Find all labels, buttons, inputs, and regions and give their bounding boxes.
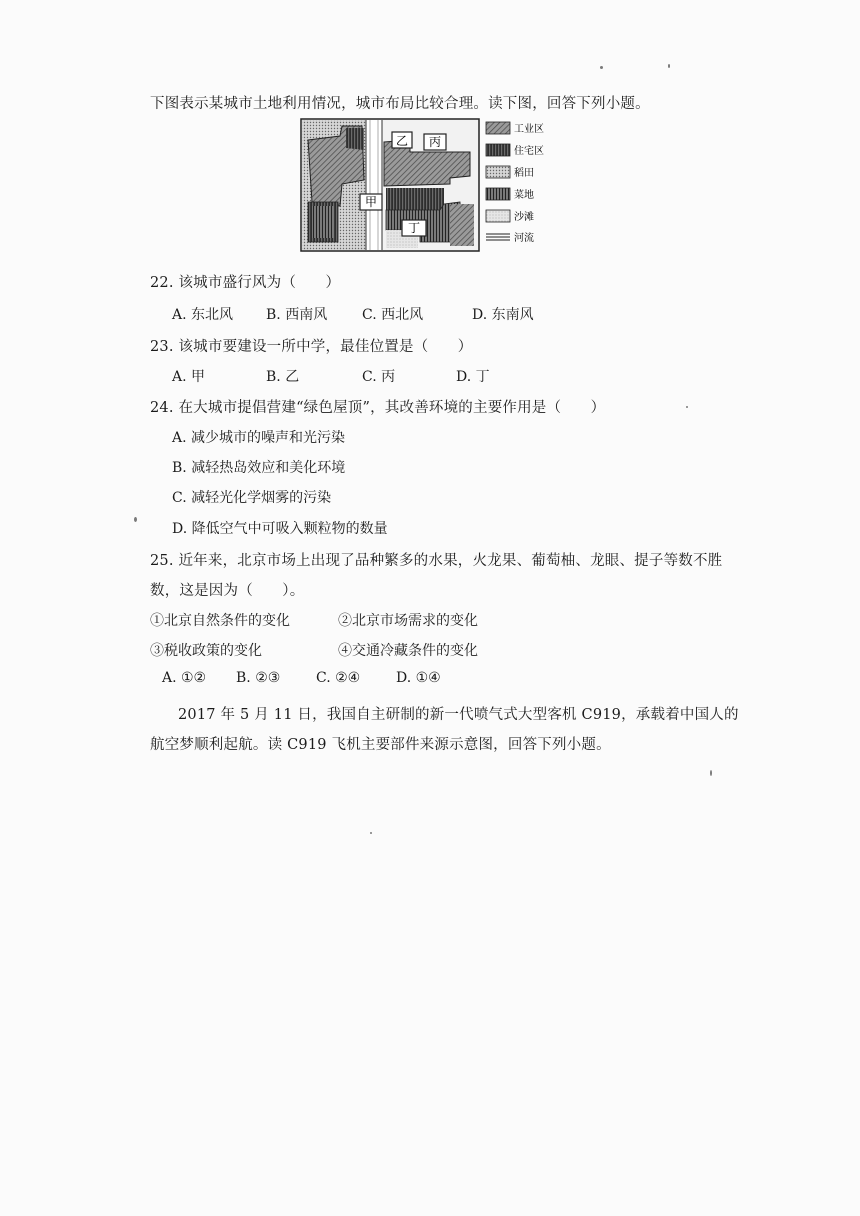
q23-option-b: B. 乙 [266,369,300,385]
map-legend [486,122,544,244]
scan-speck [710,770,712,776]
legend-swatch-industrial [486,122,510,134]
q22-option-d: D. 东南风 [472,307,534,323]
legend-label-residential: 住宅区 [514,146,544,157]
q23-option-a: A. 甲 [172,369,206,385]
q24-option-d: D. 降低空气中可吸入颗粒物的数量 [172,521,388,537]
site-yi-label: 乙 [395,134,409,148]
scan-speck [686,406,688,408]
c919-passage-line2: 航空梦顺利起航。读 C919 飞机主要部件来源示意图，回答下列小题。 [150,737,611,753]
river [366,120,382,250]
q22-option-b: B. 西南风 [266,307,328,323]
q25-item-1: ①北京自然条件的变化 [150,613,290,629]
legend-swatch-rice [486,166,510,178]
legend-label-vegetable: 菜地 [514,190,534,201]
residential-zone-east [386,188,444,210]
residential-zone-nw [346,128,364,150]
site-ding-label: 丁 [407,221,421,235]
scan-speck [668,64,670,68]
legend-label-industrial: 工业区 [514,124,544,135]
q25-item-4: ④交通冷藏条件的变化 [338,643,478,659]
legend-label-beach: 沙滩 [514,212,534,223]
q22-option-c: C. 西北风 [362,307,424,323]
q25-stem-line1: 25. 近年来，北京市场上出现了品种繁多的水果，火龙果、葡萄柚、龙眼、提子等数不胜 [150,553,723,569]
scan-speck [134,517,137,522]
legend-swatch-residential [486,144,510,156]
site-jia-label: 甲 [364,195,378,209]
q25-option-d: D. ①④ [396,670,441,686]
scan-speck [370,832,372,834]
q25-item-2: ②北京市场需求的变化 [338,613,478,629]
q23-stem: 23. 该城市要建设一所中学，最佳位置是（ ） [150,339,473,355]
legend-label-river: 河流 [514,233,534,244]
q22-stem: 22. 该城市盛行风为（ ） [150,275,341,291]
intro-text: 下图表示某城市土地利用情况，城市布局比较合理。读下图，回答下列小题。 [150,96,650,112]
scan-speck [600,66,603,69]
q23-option-c: C. 丙 [362,369,396,385]
q23-option-d: D. 丁 [456,369,490,385]
legend-swatch-beach [486,210,510,222]
q24-option-a: A. 减少城市的噪声和光污染 [172,430,346,446]
q24-option-c: C. 减轻光化学烟雾的污染 [172,490,332,506]
legend-swatch-vegetable [486,188,510,200]
q25-option-b: B. ②③ [236,670,281,686]
c919-passage-line1: 2017 年 5 月 11 日，我国自主研制的新一代喷气式大型客机 C919，承载着中国人的 [178,707,739,723]
q24-stem: 24. 在大城市提倡营建“绿色屋顶”，其改善环境的主要作用是（ ） [150,400,606,416]
q25-item-3: ③税收政策的变化 [150,643,262,659]
site-bing-label: 丙 [428,135,442,149]
q25-option-c: C. ②④ [316,670,361,686]
q25-stem-line2: 数，这是因为（ ）。 [150,583,305,599]
land-use-map [300,118,550,253]
q24-option-b: B. 减轻热岛效应和美化环境 [172,460,346,476]
vegetable-plot-sw [312,206,334,238]
legend-label-rice: 稻田 [514,168,534,179]
industrial-zone-se [450,204,474,246]
q25-option-a: A. ①② [162,670,207,686]
q22-option-a: A. 东北风 [172,307,234,323]
